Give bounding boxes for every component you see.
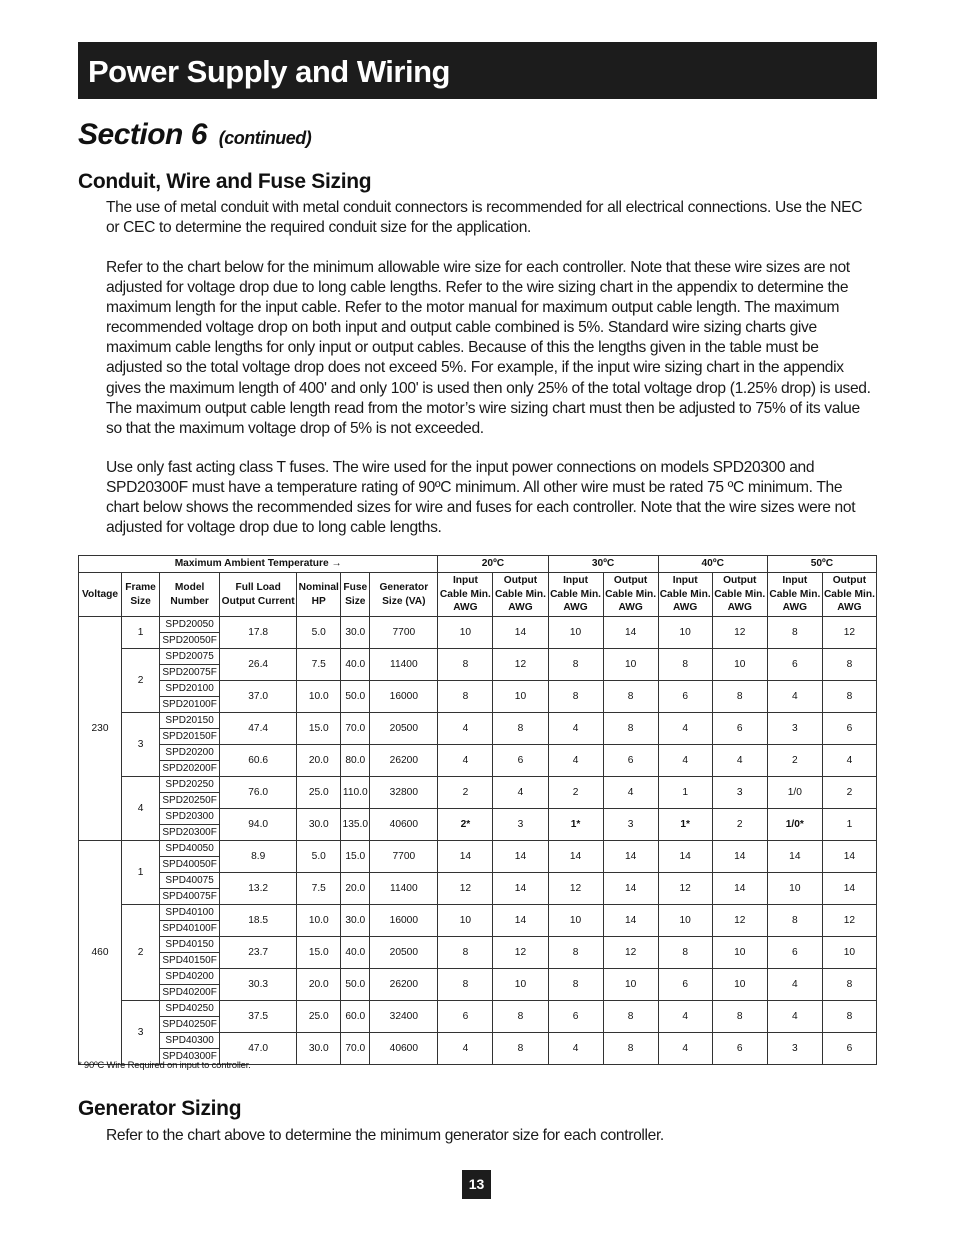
input-cable-awg-cell: 4 bbox=[767, 1001, 822, 1033]
full-load-current-cell: 17.8 bbox=[220, 617, 297, 649]
full-load-current-cell: 8.9 bbox=[220, 841, 297, 873]
fuse-size-cell: 70.0 bbox=[341, 713, 370, 745]
input-cable-awg-cell: 6 bbox=[438, 1001, 493, 1033]
output-cable-awg-cell: 10 bbox=[603, 649, 658, 681]
generator-size-cell: 16000 bbox=[370, 681, 438, 713]
nominal-hp-cell: 20.0 bbox=[297, 969, 341, 1001]
output-cable-awg-cell: 12 bbox=[822, 905, 876, 937]
output-cable-awg-cell: 12 bbox=[712, 905, 767, 937]
model-number-cell: SPD40050F bbox=[160, 857, 220, 873]
section-subtitle: (continued) bbox=[218, 128, 312, 148]
input-cable-awg-cell: 10 bbox=[548, 905, 603, 937]
input-cable-awg-cell: 6 bbox=[767, 937, 822, 969]
model-number-cell: SPD40200F bbox=[160, 985, 220, 1001]
model-number-cell: SPD40250 bbox=[160, 1001, 220, 1017]
model-number-cell: SPD20100 bbox=[160, 681, 220, 697]
fuse-size-cell: 40.0 bbox=[341, 937, 370, 969]
temp-header-20c: 20ºC bbox=[438, 556, 548, 573]
input-cable-awg-cell: 2 bbox=[548, 777, 603, 809]
output-cable-awg-cell: 8 bbox=[822, 1001, 876, 1033]
output-cable-awg-cell: 1 bbox=[822, 809, 876, 841]
input-cable-awg-cell: 12 bbox=[658, 873, 712, 905]
conduit-paragraph-1: The use of metal conduit with metal conduit connectors is recommended for all electrical connections. Use the NEC or CEC to determine the required conduit size for the application. bbox=[106, 199, 863, 237]
col-model-number: Model Number bbox=[160, 573, 220, 617]
input-cable-awg-cell: 12 bbox=[438, 873, 493, 905]
output-cable-awg-cell: 12 bbox=[822, 617, 876, 649]
model-number-cell: SPD20075F bbox=[160, 665, 220, 681]
table-row bbox=[79, 1001, 877, 1017]
table-row bbox=[79, 809, 877, 825]
input-cable-awg-cell: 8 bbox=[438, 969, 493, 1001]
output-cable-awg-cell: 2 bbox=[822, 777, 876, 809]
output-cable-awg-cell: 14 bbox=[603, 873, 658, 905]
input-cable-awg-cell: 1/0 bbox=[767, 777, 822, 809]
full-load-current-cell: 23.7 bbox=[220, 937, 297, 969]
frame-size-cell: 2 bbox=[122, 649, 160, 713]
output-cable-awg-cell: 8 bbox=[603, 713, 658, 745]
table-row bbox=[79, 745, 877, 761]
col-input-cable: Input Cable Min. AWG bbox=[438, 573, 493, 617]
input-cable-awg-cell: 4 bbox=[438, 713, 493, 745]
input-cable-awg-cell: 3 bbox=[767, 713, 822, 745]
full-load-current-cell: 26.4 bbox=[220, 649, 297, 681]
input-cable-awg-cell: 6 bbox=[767, 649, 822, 681]
output-cable-awg-cell: 12 bbox=[493, 937, 548, 969]
col-input-cable: Input Cable Min. AWG bbox=[767, 573, 822, 617]
output-cable-awg-cell: 8 bbox=[493, 1001, 548, 1033]
input-cable-awg-cell: 8 bbox=[658, 937, 712, 969]
full-load-current-cell: 37.0 bbox=[220, 681, 297, 713]
input-cable-awg-cell: 1/0* bbox=[767, 809, 822, 841]
output-cable-awg-cell: 8 bbox=[822, 681, 876, 713]
output-cable-awg-cell: 3 bbox=[712, 777, 767, 809]
output-cable-awg-cell: 8 bbox=[603, 1001, 658, 1033]
input-cable-awg-cell: 4 bbox=[658, 1001, 712, 1033]
model-number-cell: SPD40075F bbox=[160, 889, 220, 905]
section-title bbox=[78, 120, 311, 150]
output-cable-awg-cell: 10 bbox=[493, 969, 548, 1001]
output-cable-awg-cell: 8 bbox=[822, 969, 876, 1001]
generator-size-cell: 11400 bbox=[370, 873, 438, 905]
nominal-hp-cell: 5.0 bbox=[297, 841, 341, 873]
full-load-current-cell: 60.6 bbox=[220, 745, 297, 777]
output-cable-awg-cell: 12 bbox=[603, 937, 658, 969]
generator-paragraph: Refer to the chart above to determine the minimum generator size for each controller. bbox=[106, 1127, 664, 1144]
input-cable-awg-cell: 4 bbox=[658, 1033, 712, 1065]
col-output-cable: Output Cable Min. AWG bbox=[712, 573, 767, 617]
table-body bbox=[79, 617, 877, 1065]
output-cable-awg-cell: 14 bbox=[712, 873, 767, 905]
table-row bbox=[79, 969, 877, 985]
conduit-paragraph-3: Use only fast acting class T fuses. The wire used for the input power connections on models SPD20300 and SPD20300F must have a temperature rating of 90ºC minimum. All other wire must be rated 75 ºC minimum. The chart below shows the recommended sizes for wire and fuses for each controller. Note that the wire sizes were not adjusted for voltage drop due to long cable lengths. bbox=[106, 459, 856, 537]
input-cable-awg-cell: 1* bbox=[548, 809, 603, 841]
model-number-cell: SPD40300F bbox=[160, 1049, 220, 1065]
table-row bbox=[79, 617, 877, 633]
output-cable-awg-cell: 10 bbox=[712, 937, 767, 969]
model-number-cell: SPD20050F bbox=[160, 633, 220, 649]
col-output-cable: Output Cable Min. AWG bbox=[603, 573, 658, 617]
input-cable-awg-cell: 2* bbox=[438, 809, 493, 841]
table-row bbox=[79, 649, 877, 665]
temp-header-40c: 40ºC bbox=[658, 556, 767, 573]
table-row bbox=[79, 905, 877, 921]
table-row bbox=[79, 873, 877, 889]
output-cable-awg-cell: 8 bbox=[712, 681, 767, 713]
model-number-cell: SPD20075 bbox=[160, 649, 220, 665]
input-cable-awg-cell: 4 bbox=[767, 681, 822, 713]
input-cable-awg-cell: 8 bbox=[548, 969, 603, 1001]
model-number-cell: SPD40100F bbox=[160, 921, 220, 937]
output-cable-awg-cell: 4 bbox=[493, 777, 548, 809]
input-cable-awg-cell: 6 bbox=[548, 1001, 603, 1033]
ambient-temperature-label: Maximum Ambient Temperature → bbox=[79, 556, 438, 573]
output-cable-awg-cell: 6 bbox=[822, 713, 876, 745]
output-cable-awg-cell: 14 bbox=[603, 905, 658, 937]
frame-size-cell: 1 bbox=[122, 617, 160, 649]
col-frame-size: Frame Size bbox=[122, 573, 160, 617]
model-number-cell: SPD40250F bbox=[160, 1017, 220, 1033]
input-cable-awg-cell: 8 bbox=[438, 649, 493, 681]
model-number-cell: SPD20150 bbox=[160, 713, 220, 729]
fuse-size-cell: 60.0 bbox=[341, 1001, 370, 1033]
nominal-hp-cell: 7.5 bbox=[297, 873, 341, 905]
input-cable-awg-cell: 2 bbox=[438, 777, 493, 809]
output-cable-awg-cell: 8 bbox=[493, 1033, 548, 1065]
col-input-cable: Input Cable Min. AWG bbox=[548, 573, 603, 617]
generator-size-cell: 26200 bbox=[370, 969, 438, 1001]
fuse-size-cell: 30.0 bbox=[341, 617, 370, 649]
model-number-cell: SPD20300 bbox=[160, 809, 220, 825]
input-cable-awg-cell: 14 bbox=[548, 841, 603, 873]
input-cable-awg-cell: 6 bbox=[658, 681, 712, 713]
output-cable-awg-cell: 8 bbox=[712, 1001, 767, 1033]
output-cable-awg-cell: 12 bbox=[493, 649, 548, 681]
input-cable-awg-cell: 4 bbox=[548, 745, 603, 777]
wire-fuse-sizing-table bbox=[78, 555, 877, 1065]
output-cable-awg-cell: 12 bbox=[712, 617, 767, 649]
output-cable-awg-cell: 3 bbox=[603, 809, 658, 841]
fuse-size-cell: 50.0 bbox=[341, 969, 370, 1001]
model-number-cell: SPD40075 bbox=[160, 873, 220, 889]
output-cable-awg-cell: 8 bbox=[822, 649, 876, 681]
voltage-cell: 460 bbox=[79, 841, 122, 1065]
output-cable-awg-cell: 14 bbox=[493, 873, 548, 905]
output-cable-awg-cell: 8 bbox=[603, 1033, 658, 1065]
input-cable-awg-cell: 14 bbox=[767, 841, 822, 873]
frame-size-cell: 3 bbox=[122, 713, 160, 777]
model-number-cell: SPD40200 bbox=[160, 969, 220, 985]
input-cable-awg-cell: 3 bbox=[767, 1033, 822, 1065]
output-cable-awg-cell: 6 bbox=[712, 1033, 767, 1065]
output-cable-awg-cell: 10 bbox=[603, 969, 658, 1001]
model-number-cell: SPD20100F bbox=[160, 697, 220, 713]
output-cable-awg-cell: 4 bbox=[603, 777, 658, 809]
generator-size-cell: 20500 bbox=[370, 713, 438, 745]
input-cable-awg-cell: 14 bbox=[658, 841, 712, 873]
output-cable-awg-cell: 10 bbox=[822, 937, 876, 969]
input-cable-awg-cell: 10 bbox=[548, 617, 603, 649]
generator-size-cell: 20500 bbox=[370, 937, 438, 969]
table-row bbox=[79, 1033, 877, 1049]
col-output-cable: Output Cable Min. AWG bbox=[822, 573, 876, 617]
generator-size-cell: 7700 bbox=[370, 617, 438, 649]
table-row bbox=[79, 713, 877, 729]
fuse-size-cell: 70.0 bbox=[341, 1033, 370, 1065]
fuse-size-cell: 50.0 bbox=[341, 681, 370, 713]
input-cable-awg-cell: 8 bbox=[548, 937, 603, 969]
model-number-cell: SPD20150F bbox=[160, 729, 220, 745]
generator-size-cell: 40600 bbox=[370, 1033, 438, 1065]
model-number-cell: SPD20200 bbox=[160, 745, 220, 761]
conduit-heading: Conduit, Wire and Fuse Sizing bbox=[78, 170, 372, 193]
generator-heading: Generator Sizing bbox=[78, 1097, 242, 1120]
input-cable-awg-cell: 8 bbox=[658, 649, 712, 681]
output-cable-awg-cell: 4 bbox=[822, 745, 876, 777]
input-cable-awg-cell: 8 bbox=[548, 681, 603, 713]
nominal-hp-cell: 10.0 bbox=[297, 905, 341, 937]
generator-size-cell: 16000 bbox=[370, 905, 438, 937]
input-cable-awg-cell: 14 bbox=[438, 841, 493, 873]
output-cable-awg-cell: 8 bbox=[603, 681, 658, 713]
full-load-current-cell: 94.0 bbox=[220, 809, 297, 841]
full-load-current-cell: 13.2 bbox=[220, 873, 297, 905]
input-cable-awg-cell: 10 bbox=[767, 873, 822, 905]
fuse-size-cell: 40.0 bbox=[341, 649, 370, 681]
input-cable-awg-cell: 10 bbox=[438, 905, 493, 937]
col-input-cable: Input Cable Min. AWG bbox=[658, 573, 712, 617]
output-cable-awg-cell: 14 bbox=[493, 905, 548, 937]
section-title-text: Section 6 bbox=[78, 118, 207, 151]
output-cable-awg-cell: 8 bbox=[493, 713, 548, 745]
generator-size-cell: 32800 bbox=[370, 777, 438, 809]
input-cable-awg-cell: 8 bbox=[438, 937, 493, 969]
frame-size-cell: 1 bbox=[122, 841, 160, 905]
input-cable-awg-cell: 4 bbox=[658, 745, 712, 777]
generator-size-cell: 7700 bbox=[370, 841, 438, 873]
model-number-cell: SPD40050 bbox=[160, 841, 220, 857]
input-cable-awg-cell: 10 bbox=[658, 617, 712, 649]
input-cable-awg-cell: 6 bbox=[658, 969, 712, 1001]
table-row bbox=[79, 777, 877, 793]
model-number-cell: SPD40150 bbox=[160, 937, 220, 953]
nominal-hp-cell: 30.0 bbox=[297, 1033, 341, 1065]
nominal-hp-cell: 15.0 bbox=[297, 713, 341, 745]
output-cable-awg-cell: 14 bbox=[712, 841, 767, 873]
model-number-cell: SPD40150F bbox=[160, 953, 220, 969]
input-cable-awg-cell: 4 bbox=[767, 969, 822, 1001]
output-cable-awg-cell: 6 bbox=[603, 745, 658, 777]
col-full-load-current: Full Load Output Current bbox=[220, 573, 297, 617]
temp-header-30c: 30ºC bbox=[548, 556, 658, 573]
full-load-current-cell: 47.0 bbox=[220, 1033, 297, 1065]
conduit-paragraph-2: Refer to the chart below for the minimum allowable wire size for each controller. Note that these wire sizes are not adjusted for voltage drop due to long cable lengths. Refer to the wire sizing chart in the appendix to determine the maximum length for the input cable. Refer to the motor manual for maximum output cable length. The maximum recommended voltage drop on both input and output cable combined is 5%. Standard wire sizing charts give maximum cable lengths for only input or output cables. Because of this the lengths given in the table must be adjusted so the total voltage drop does not exceed 5%. For example, if the input wire sizing chart in the appendix gives the maximum length of 400' and only 100' is used then only 25% of the total voltage drop (1.25% drop) is used. The maximum output cable length read from the motor’s wire sizing chart must then be adjusted to 75% of its value so that the maximum voltage drop of 5% is not exceeded. bbox=[106, 259, 871, 437]
fuse-size-cell: 20.0 bbox=[341, 873, 370, 905]
nominal-hp-cell: 5.0 bbox=[297, 617, 341, 649]
output-cable-awg-cell: 6 bbox=[822, 1033, 876, 1065]
input-cable-awg-cell: 12 bbox=[548, 873, 603, 905]
model-number-cell: SPD20300F bbox=[160, 825, 220, 841]
output-cable-awg-cell: 2 bbox=[712, 809, 767, 841]
output-cable-awg-cell: 14 bbox=[493, 617, 548, 649]
page-header-bar bbox=[78, 42, 877, 99]
full-load-current-cell: 37.5 bbox=[220, 1001, 297, 1033]
col-fuse-size: Fuse Size bbox=[341, 573, 370, 617]
generator-size-cell: 40600 bbox=[370, 809, 438, 841]
frame-size-cell: 4 bbox=[122, 777, 160, 841]
fuse-size-cell: 80.0 bbox=[341, 745, 370, 777]
col-output-cable: Output Cable Min. AWG bbox=[493, 573, 548, 617]
model-number-cell: SPD20250 bbox=[160, 777, 220, 793]
model-number-cell: SPD20250F bbox=[160, 793, 220, 809]
input-cable-awg-cell: 4 bbox=[548, 713, 603, 745]
input-cable-awg-cell: 10 bbox=[438, 617, 493, 649]
generator-size-cell: 11400 bbox=[370, 649, 438, 681]
frame-size-cell: 3 bbox=[122, 1001, 160, 1065]
output-cable-awg-cell: 6 bbox=[493, 745, 548, 777]
input-cable-awg-cell: 8 bbox=[438, 681, 493, 713]
model-number-cell: SPD20050 bbox=[160, 617, 220, 633]
output-cable-awg-cell: 10 bbox=[712, 649, 767, 681]
full-load-current-cell: 47.4 bbox=[220, 713, 297, 745]
col-voltage: Voltage bbox=[79, 573, 122, 617]
table-row bbox=[79, 841, 877, 857]
input-cable-awg-cell: 4 bbox=[548, 1033, 603, 1065]
model-number-cell: SPD20200F bbox=[160, 761, 220, 777]
input-cable-awg-cell: 4 bbox=[438, 745, 493, 777]
page-number: 13 bbox=[462, 1170, 491, 1199]
output-cable-awg-cell: 4 bbox=[712, 745, 767, 777]
output-cable-awg-cell: 10 bbox=[493, 681, 548, 713]
input-cable-awg-cell: 1 bbox=[658, 777, 712, 809]
nominal-hp-cell: 25.0 bbox=[297, 777, 341, 809]
nominal-hp-cell: 7.5 bbox=[297, 649, 341, 681]
fuse-size-cell: 110.0 bbox=[341, 777, 370, 809]
output-cable-awg-cell: 14 bbox=[603, 617, 658, 649]
generator-size-cell: 32400 bbox=[370, 1001, 438, 1033]
fuse-size-cell: 30.0 bbox=[341, 905, 370, 937]
output-cable-awg-cell: 6 bbox=[712, 713, 767, 745]
input-cable-awg-cell: 8 bbox=[767, 905, 822, 937]
output-cable-awg-cell: 10 bbox=[712, 969, 767, 1001]
input-cable-awg-cell: 8 bbox=[767, 617, 822, 649]
page-header-title: Power Supply and Wiring bbox=[88, 54, 450, 89]
table-footnote: * 90ºC Wire Required on input to controller. bbox=[78, 1060, 251, 1071]
table-row bbox=[79, 681, 877, 697]
fuse-size-cell: 15.0 bbox=[341, 841, 370, 873]
full-load-current-cell: 18.5 bbox=[220, 905, 297, 937]
table-row bbox=[79, 937, 877, 953]
nominal-hp-cell: 20.0 bbox=[297, 745, 341, 777]
input-cable-awg-cell: 10 bbox=[658, 905, 712, 937]
generator-size-cell: 26200 bbox=[370, 745, 438, 777]
full-load-current-cell: 30.3 bbox=[220, 969, 297, 1001]
nominal-hp-cell: 25.0 bbox=[297, 1001, 341, 1033]
output-cable-awg-cell: 14 bbox=[822, 841, 876, 873]
frame-size-cell: 2 bbox=[122, 905, 160, 1001]
full-load-current-cell: 76.0 bbox=[220, 777, 297, 809]
col-generator-size: Generator Size (VA) bbox=[370, 573, 438, 617]
output-cable-awg-cell: 14 bbox=[603, 841, 658, 873]
nominal-hp-cell: 10.0 bbox=[297, 681, 341, 713]
input-cable-awg-cell: 4 bbox=[658, 713, 712, 745]
output-cable-awg-cell: 14 bbox=[822, 873, 876, 905]
output-cable-awg-cell: 14 bbox=[493, 841, 548, 873]
input-cable-awg-cell: 8 bbox=[548, 649, 603, 681]
nominal-hp-cell: 15.0 bbox=[297, 937, 341, 969]
nominal-hp-cell: 30.0 bbox=[297, 809, 341, 841]
temp-header-50c: 50ºC bbox=[767, 556, 876, 573]
input-cable-awg-cell: 2 bbox=[767, 745, 822, 777]
input-cable-awg-cell: 4 bbox=[438, 1033, 493, 1065]
col-nominal-hp: Nominal HP bbox=[297, 573, 341, 617]
model-number-cell: SPD40100 bbox=[160, 905, 220, 921]
input-cable-awg-cell: 1* bbox=[658, 809, 712, 841]
voltage-cell: 230 bbox=[79, 617, 122, 841]
model-number-cell: SPD40300 bbox=[160, 1033, 220, 1049]
fuse-size-cell: 135.0 bbox=[341, 809, 370, 841]
output-cable-awg-cell: 3 bbox=[493, 809, 548, 841]
